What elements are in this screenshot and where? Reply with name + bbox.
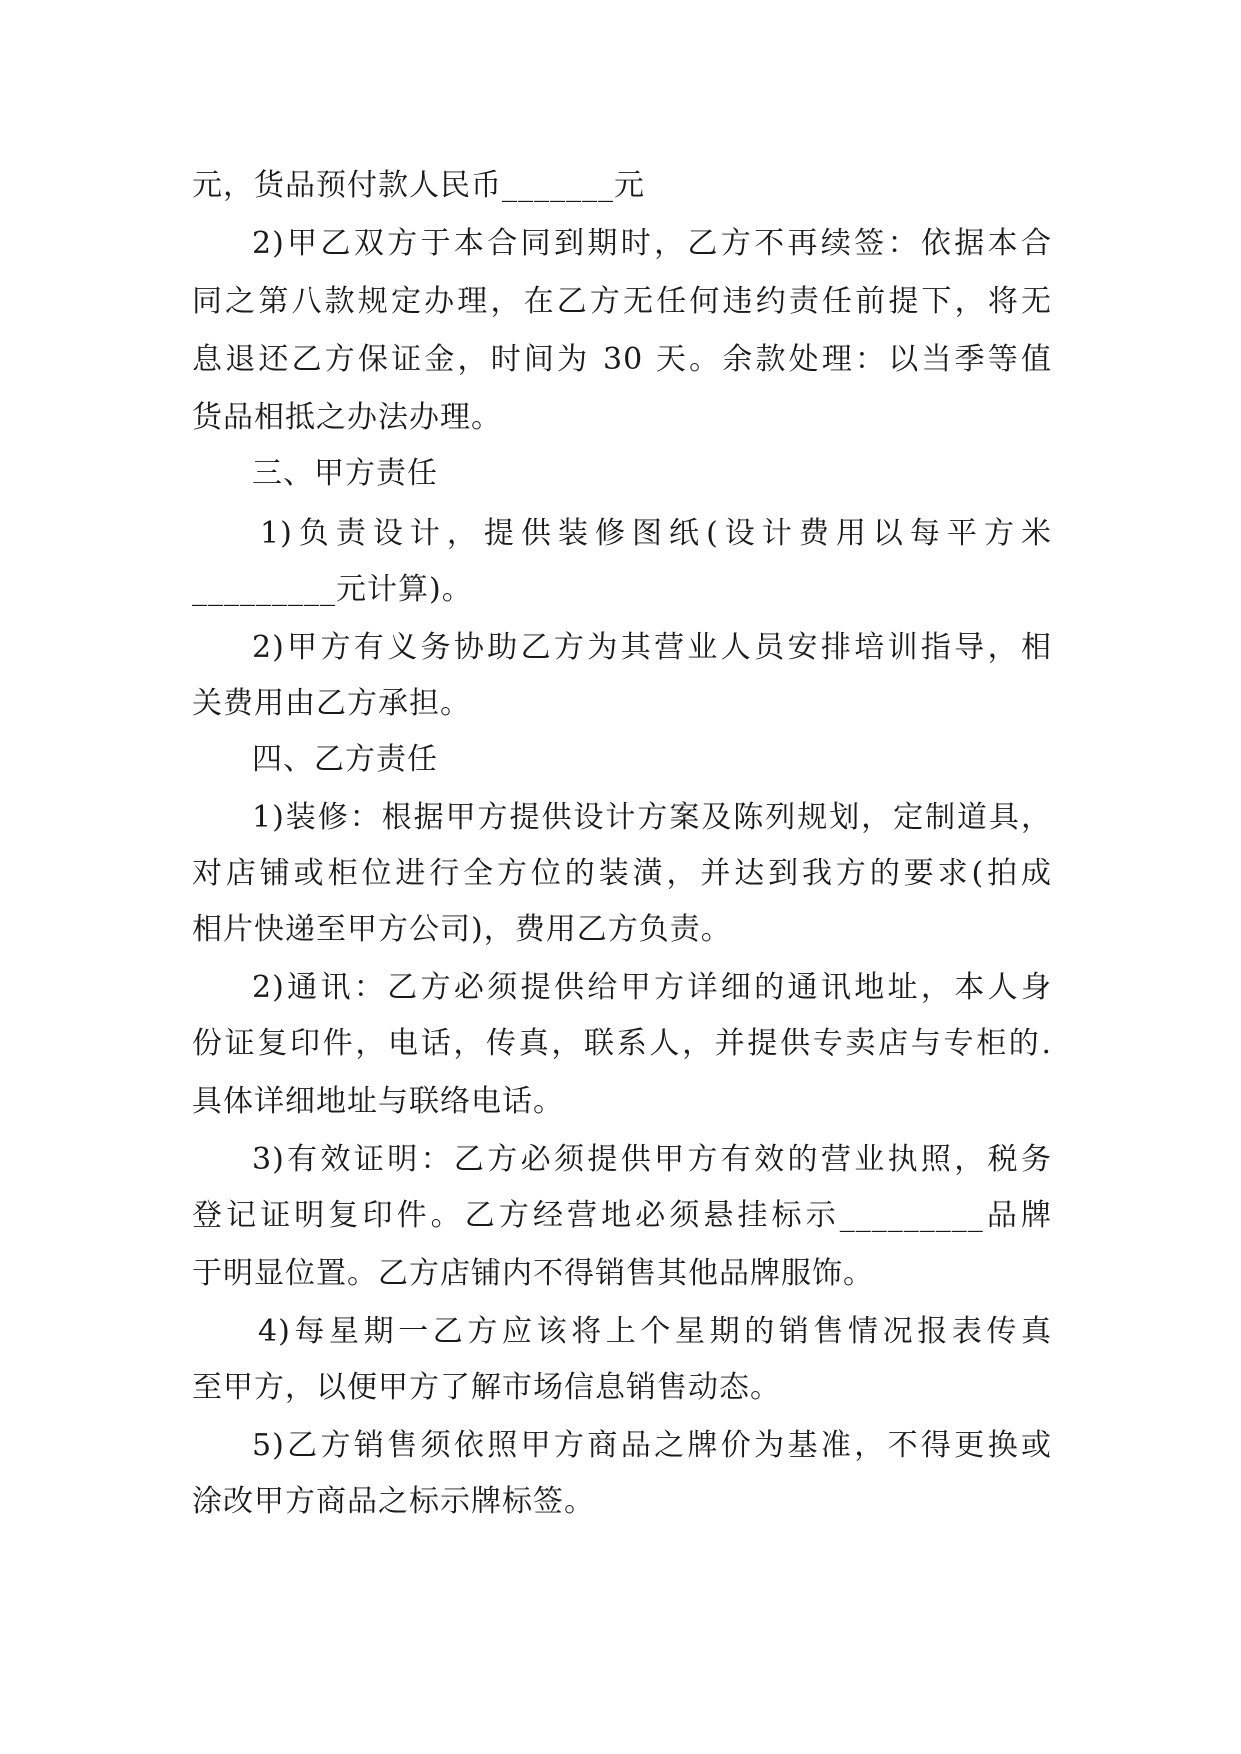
text-line: 至甲方，以便甲方了解市场信息销售动态。 <box>192 1370 781 1405</box>
text-line: 货品相抵之办法办理。 <box>192 400 502 435</box>
text-line: 2)通讯：乙方必须提供给甲方详细的通讯地址，本人身 <box>252 970 1052 1005</box>
text-line: 4)每星期一乙方应该将上个星期的销售情况报表传真 <box>258 1314 1052 1349</box>
text-line: 1)装修：根据甲方提供设计方案及陈列规划，定制道具， <box>252 800 1052 835</box>
text-line: 2)甲乙双方于本合同到期时，乙方不再续签：依据本合 <box>252 226 1052 261</box>
text-line: 具体详细地址与联络电话。 <box>192 1084 564 1119</box>
text-line: 元，货品预付款人民币_______元 <box>192 168 645 203</box>
text-line: 3)有效证明：乙方必须提供甲方有效的营业执照，税务 <box>252 1142 1052 1177</box>
text-line: 5)乙方销售须依照甲方商品之牌价为基准，不得更换或 <box>252 1428 1052 1463</box>
text-line: 涂改甲方商品之标示牌标签。 <box>192 1484 595 1519</box>
section-heading: 四、乙方责任 <box>252 742 438 777</box>
text-line: _________元计算)。 <box>192 572 473 607</box>
text-line: 登记证明复印件。乙方经营地必须悬挂标示_________品牌 <box>192 1198 1052 1233</box>
text-line: 份证复印件，电话，传真，联系人，并提供专卖店与专柜的. <box>192 1026 1052 1061</box>
text-line: 于明显位置。乙方店铺内不得销售其他品牌服饰。 <box>192 1256 874 1291</box>
text-line: 同之第八款规定办理，在乙方无任何违约责任前提下，将无 <box>192 284 1052 319</box>
text-line: 1)负责设计，提供装修图纸(设计费用以每平方米 <box>260 516 1052 551</box>
section-heading: 三、甲方责任 <box>252 456 438 491</box>
text-line: 2)甲方有义务协助乙方为其营业人员安排培训指导，相 <box>252 630 1052 665</box>
text-line: 对店铺或柜位进行全方位的装潢，并达到我方的要求(拍成 <box>192 856 1052 891</box>
text-line: 相片快递至甲方公司)，费用乙方负责。 <box>192 912 732 947</box>
text-line: 关费用由乙方承担。 <box>192 686 471 721</box>
text-line: 息退还乙方保证金，时间为 30 天。余款处理：以当季等值 <box>192 342 1052 377</box>
